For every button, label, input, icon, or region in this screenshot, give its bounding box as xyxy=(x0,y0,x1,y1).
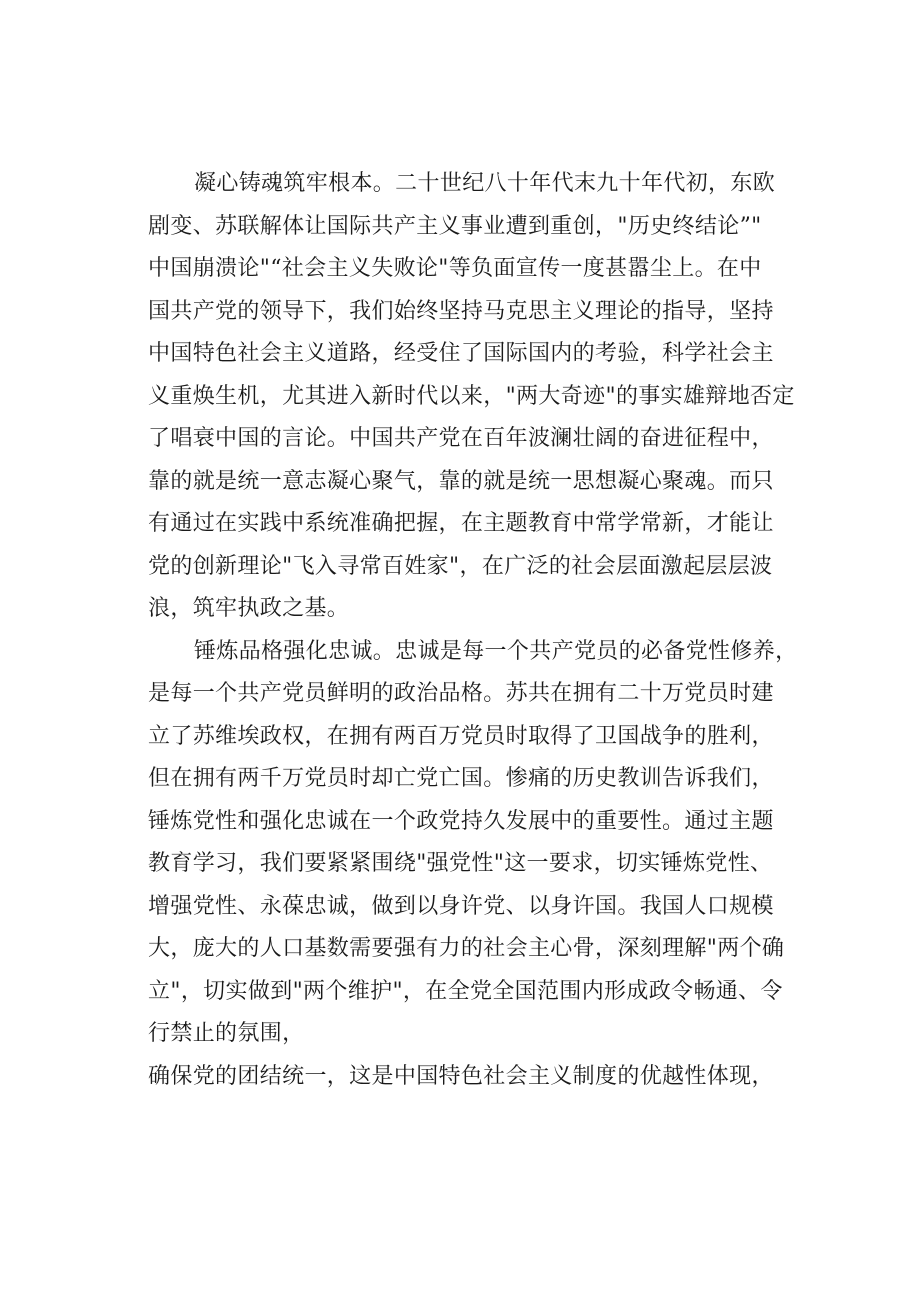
paragraph-line: 增强党性、永葆忠诚，做到以身许党、以身许国。我国人口规模 xyxy=(148,893,774,919)
paragraph-2 xyxy=(148,631,808,1056)
paragraph-line: 立"，切实做到"两个维护"，在全党全国范围内形成政令畅通、令 xyxy=(148,978,783,1004)
paragraph-line: 中国特色社会主义道路，经受住了国际国内的考验，科学社会主 xyxy=(148,341,774,366)
paragraph-line: 锤炼党性和强化忠诚在一个政党持久发展中的重要性。通过主题 xyxy=(148,808,774,834)
paragraph-line: 是每一个共产党员鲜明的政治品格。苏共在拥有二十万党员时建 xyxy=(148,681,774,706)
paragraph-1 xyxy=(148,163,808,631)
paragraph-line: 但在拥有两千万党员时却亡党亡国。惨痛的历史教训告诉我们， xyxy=(148,766,774,791)
paragraph-line: 剧变、苏联解体让国际共产主义事业遭到重创，"历史终结论”" xyxy=(148,213,762,239)
paragraph-line: 靠的就是统一意志凝心聚气，靠的就是统一思想凝心聚魂。而只 xyxy=(148,468,774,494)
document-body xyxy=(148,163,808,1098)
paragraph-line: 大，庞大的人口基数需要强有力的社会主心骨，深刻理解"两个确 xyxy=(148,936,785,961)
paragraph-line: 教育学习，我们要紧紧围绕"强党性"这一要求，切实锤炼党性、 xyxy=(148,851,773,876)
paragraph-line: 义重焕生机，尤其进入新时代以来，"两大奇迹"的事实雄辩地否定 xyxy=(148,383,795,409)
paragraph-line: 立了苏维埃政权，在拥有两百万党员时取得了卫国战争的胜利， xyxy=(148,723,774,749)
paragraph-3 xyxy=(148,1056,808,1099)
paragraph-line: 行禁止的氛围， xyxy=(148,1021,305,1046)
paragraph-line: 浪，筑牢执政之基。 xyxy=(148,596,350,621)
paragraph-line: 有通过在实践中系统准确把握，在主题教育中常学常新，才能让 xyxy=(148,511,774,536)
paragraph-line: 党的创新理论"飞入寻常百姓家"，在广泛的社会层面激起层层波 xyxy=(148,553,773,579)
paragraph-line: 中国崩溃论"“社会主义失败论"等负面宣传一度甚嚣尘上。在中 xyxy=(148,256,762,281)
paragraph-line: 了唱衰中国的言论。中国共产党在百年波澜壮阔的奋进征程中， xyxy=(148,426,774,451)
paragraph-line: 国共产党的领导下，我们始终坚持马克思主义理论的指导，坚持 xyxy=(148,298,774,324)
paragraph-line: 凝心铸魂筑牢根本。二十世纪八十年代末九十年代初，东欧 xyxy=(194,171,776,196)
paragraph-line: 确保党的团结统一，这是中国特色社会主义制度的优越性体现， xyxy=(148,1063,774,1089)
paragraph-line: 锤炼品格强化忠诚。忠诚是每一个共产党员的必备党性修养， xyxy=(194,638,798,664)
